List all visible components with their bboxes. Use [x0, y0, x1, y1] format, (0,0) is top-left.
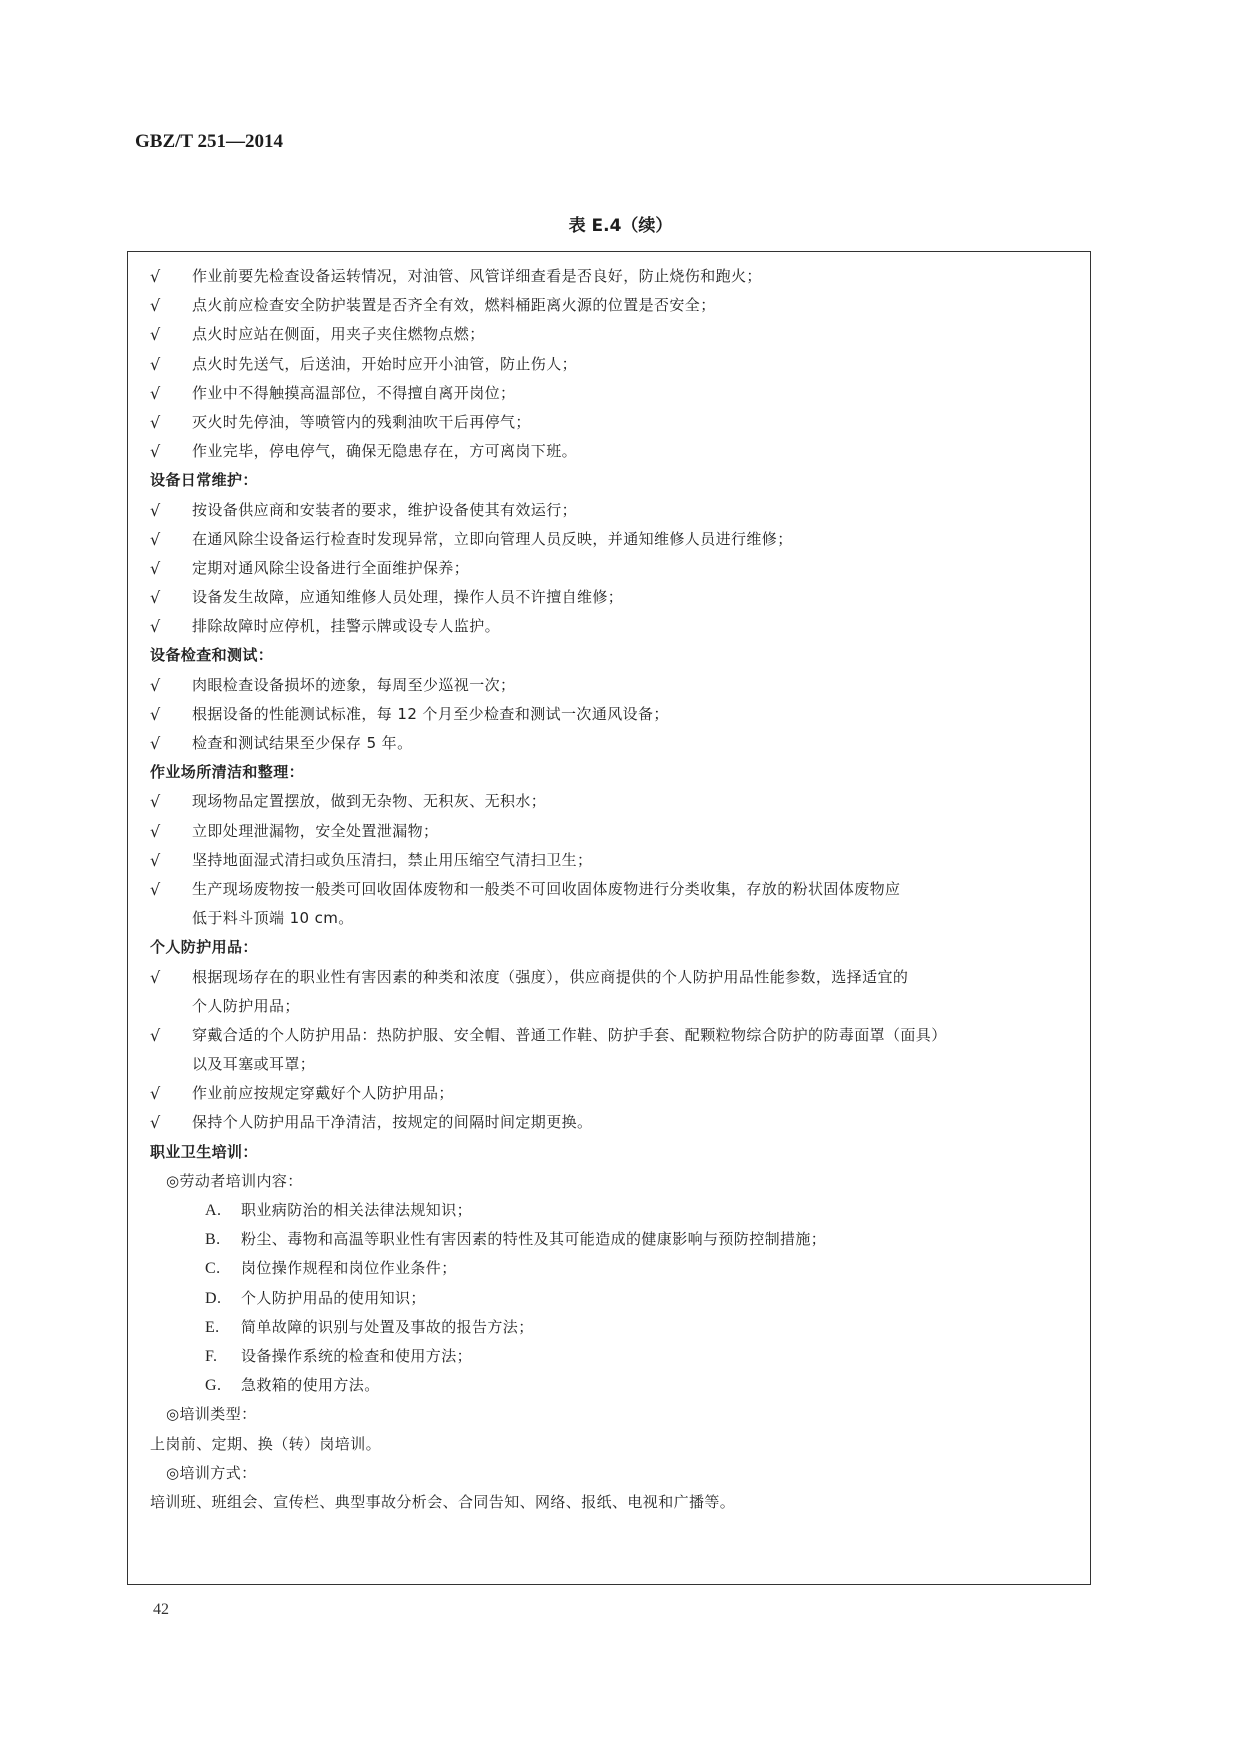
training-type-label: ◎培训类型：: [166, 1405, 257, 1424]
list-item: √ 肉眼检查设备损坏的迹象，每周至少巡视一次；: [150, 671, 1070, 700]
table-content: [150, 262, 1070, 1517]
check-mark-icon: √: [150, 500, 161, 520]
section-heading-ppe: 个人防护用品：: [150, 938, 258, 957]
section-heading-cleaning: 作业场所清洁和整理：: [150, 763, 305, 782]
check-mark-icon: √: [150, 412, 161, 432]
list-item: √ 作业前要先检查设备运转情况，对油管、风管详细查看是否良好，防止烧伤和跑火；: [150, 262, 1070, 291]
list-item-continuation: 低于料斗顶端 10 cm。: [192, 909, 354, 928]
table-frame: [127, 251, 1091, 1585]
list-item: √ 根据设备的性能测试标准，每 12 个月至少检查和测试一次通风设备；: [150, 700, 1070, 729]
training-item: F. 设备操作系统的检查和使用方法；: [205, 1346, 473, 1365]
page-number: 42: [153, 1601, 169, 1618]
training-item: C. 岗位操作规程和岗位作业条件；: [205, 1259, 457, 1278]
training-item: G. 急救箱的使用方法。: [205, 1376, 380, 1395]
check-mark-icon: √: [150, 879, 161, 899]
list-item: √ 现场物品定置摆放，做到无杂物、无积灰、无积水；: [150, 787, 1070, 816]
training-type-text: 上岗前、定期、换（转）岗培训。: [150, 1434, 382, 1453]
training-item: E. 简单故障的识别与处置及事故的报告方法；: [205, 1317, 534, 1336]
check-mark-icon: √: [150, 967, 161, 987]
check-mark-icon: √: [150, 296, 161, 316]
check-mark-icon: √: [150, 1025, 161, 1045]
list-item: √ 设备发生故障，应通知维修人员处理，操作人员不许擅自维修；: [150, 583, 1070, 612]
training-method-label: ◎培训方式：: [166, 1463, 257, 1482]
list-item: √ 根据现场存在的职业性有害因素的种类和浓度（强度），供应商提供的个人防护用品性能参数，选择适宜的: [150, 963, 1070, 992]
check-mark-icon: √: [150, 1113, 161, 1133]
list-item: √ 作业完毕，停电停气，确保无隐患存在，方可离岗下班。: [150, 437, 1070, 466]
training-item: B. 粉尘、毒物和高温等职业性有害因素的特性及其可能造成的健康影响与预防控制措施；: [205, 1230, 827, 1249]
check-mark-icon: √: [150, 821, 161, 841]
list-item: √ 生产现场废物按一般类可回收固体废物和一般类不可回收固体废物进行分类收集，存放的粉状固体废物应: [150, 875, 1070, 904]
check-mark-icon: √: [150, 558, 161, 578]
training-content-label: ◎劳动者培训内容：: [166, 1171, 303, 1190]
section-heading-maintenance: 设备日常维护：: [150, 471, 258, 490]
list-item: √ 作业中不得触摸高温部位，不得擅自离开岗位；: [150, 379, 1070, 408]
list-item: √ 在通风除尘设备运行检查时发现异常，立即向管理人员反映，并通知维修人员进行维修；: [150, 525, 1070, 554]
check-mark-icon: √: [150, 850, 161, 870]
section-heading-inspection: 设备检查和测试：: [150, 646, 274, 665]
section-heading-training: 职业卫生培训：: [150, 1142, 258, 1161]
check-mark-icon: √: [150, 442, 161, 462]
training-method-text: 培训班、班组会、宣传栏、典型事故分析会、合同告知、网络、报纸、电视和广播等。: [150, 1492, 736, 1511]
list-item: √ 穿戴合适的个人防护用品：热防护服、安全帽、普通工作鞋、防护手套、配颗粒物综合防护的防毒面罩（面具）: [150, 1021, 1070, 1050]
list-item-continuation: 个人防护用品；: [192, 996, 300, 1015]
list-item: √ 按设备供应商和安装者的要求，维护设备使其有效运行；: [150, 496, 1070, 525]
check-mark-icon: √: [150, 617, 161, 637]
check-mark-icon: √: [150, 704, 161, 724]
list-item: √ 点火时应站在侧面，用夹子夹住燃物点燃；: [150, 320, 1070, 349]
check-mark-icon: √: [150, 588, 161, 608]
list-item: √ 灭火时先停油，等喷管内的残剩油吹干后再停气；: [150, 408, 1070, 437]
list-item: √ 保持个人防护用品干净清洁，按规定的间隔时间定期更换。: [150, 1108, 1070, 1137]
standard-code: GBZ/T 251—2014: [135, 131, 283, 152]
list-item: √ 点火时先送气，后送油，开始时应开小油管，防止伤人；: [150, 350, 1070, 379]
list-item: √ 定期对通风除尘设备进行全面维护保养；: [150, 554, 1070, 583]
check-mark-icon: √: [150, 529, 161, 549]
list-item: √ 立即处理泄漏物，安全处置泄漏物；: [150, 817, 1070, 846]
check-mark-icon: √: [150, 383, 161, 403]
list-item: √ 作业前应按规定穿戴好个人防护用品；: [150, 1079, 1070, 1108]
check-mark-icon: √: [150, 675, 161, 695]
check-mark-icon: √: [150, 325, 161, 345]
check-mark-icon: √: [150, 792, 161, 812]
list-item: √ 检查和测试结果至少保存 5 年。: [150, 729, 1070, 758]
list-item: √ 坚持地面湿式清扫或负压清扫，禁止用压缩空气清扫卫生；: [150, 846, 1070, 875]
check-mark-icon: √: [150, 354, 161, 374]
list-item-continuation: 以及耳塞或耳罩；: [192, 1055, 316, 1074]
check-mark-icon: √: [150, 1084, 161, 1104]
training-item: D. 个人防护用品的使用知识；: [205, 1288, 426, 1307]
table-title: 表 E.4（续）: [568, 216, 673, 236]
list-item: √ 点火前应检查安全防护装置是否齐全有效，燃料桶距离火源的位置是否安全；: [150, 291, 1070, 320]
training-item: A. 职业病防治的相关法律法规知识；: [205, 1201, 473, 1219]
check-mark-icon: √: [150, 734, 161, 753]
check-mark-icon: √: [150, 267, 161, 286]
list-item: √ 排除故障时应停机，挂警示牌或设专人监护。: [150, 612, 1070, 641]
